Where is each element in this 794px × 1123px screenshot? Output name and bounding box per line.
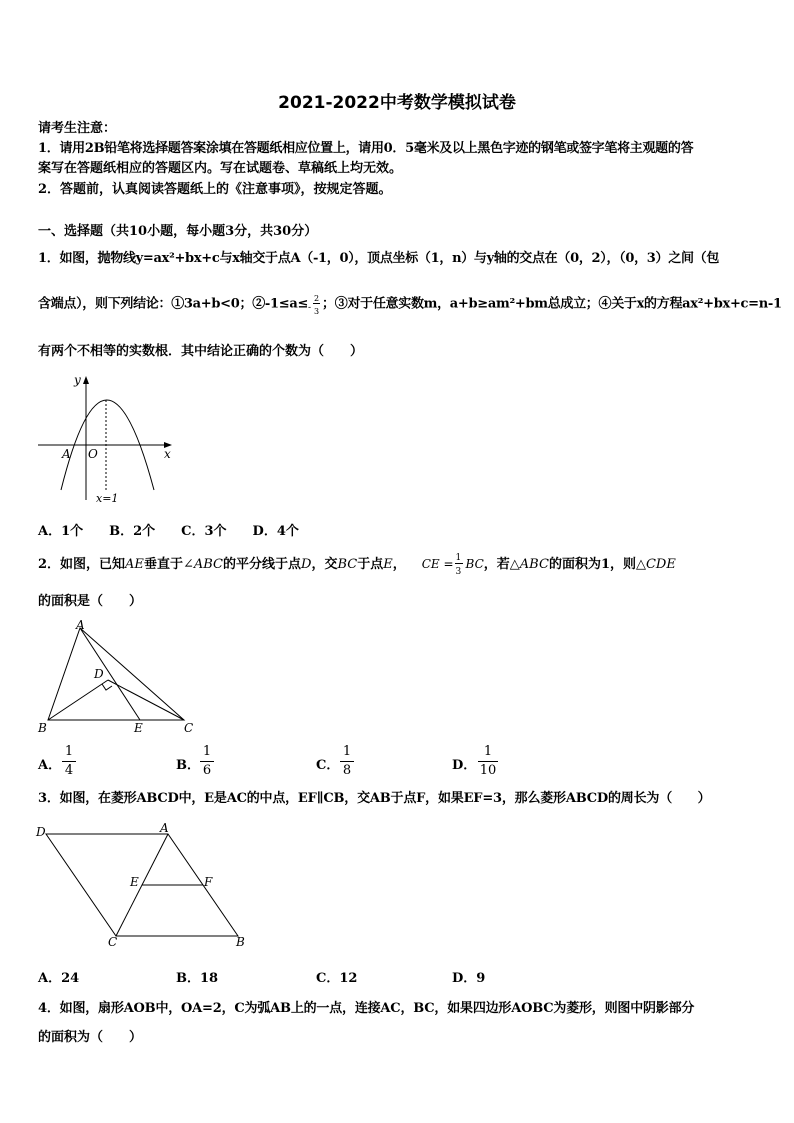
point-d-label: D xyxy=(94,667,104,681)
axis-of-symmetry-label: x=1 xyxy=(96,492,119,505)
point-e-label: E xyxy=(134,721,143,735)
q1-line-2a: 含端点），则下列结论：①3a+b<0；②-1≤a≤ xyxy=(38,296,309,312)
q2-text-7: ，若 xyxy=(483,557,510,572)
page-title: 2021-2022中考数学模拟试卷 xyxy=(278,93,516,113)
q2-text-6: ， xyxy=(392,557,406,572)
q2-fraction: $\frac{1}{3}$ xyxy=(455,552,462,577)
q1-line-2b: ；③对于任意实数m，a+b≥am²+bm总成立；④关于x的方程ax²+bx+c=n-1 xyxy=(322,296,782,312)
q2-option-d-value: 1 10 xyxy=(479,744,497,778)
point-a-label: A xyxy=(160,821,169,835)
q2-point-e: E xyxy=(383,557,393,572)
q3-option-c: C．12 xyxy=(316,971,358,986)
q1-options: A．1个 B．2个 C．3个 D．4个 xyxy=(38,524,299,539)
q2-option-a-label: A． xyxy=(38,758,62,773)
q2-line-1 xyxy=(38,552,676,577)
q2-segment-ae: AE xyxy=(125,557,144,572)
notice-line-1b: 案写在答题纸相应的答题区内。写在试题卷、草稿纸上均无效。 xyxy=(38,161,403,176)
q3-line-1: 3．如图，在菱形ABCD中，E是AC的中点，EF∥CB，交AB于点F，如果EF=3，那么菱形ABCD的周长为（ ） xyxy=(38,791,711,806)
q4-line-1: 4．如图，扇形AOB中，OA=2，C为弧AB上的一点，连接AC，BC，如果四边形AOBC为菱形，则图中阴影部分 xyxy=(38,1001,695,1016)
q2-text-8: 的面积为1，则 xyxy=(548,557,636,572)
q2-text-3: 的平分线于点 xyxy=(222,557,301,572)
point-c-label: C xyxy=(184,721,194,735)
q3-rhombus-figure xyxy=(34,820,254,950)
y-axis-label: y xyxy=(74,373,81,387)
notice-line-1a: 1．请用2B铅笔将选择题答案涂填在答题纸相应位置上，请用0．5毫米及以上黑色字迹的钢笔或签字笔将主观题的答 xyxy=(38,141,694,156)
q2-triangle-figure xyxy=(34,616,204,740)
q2-text-4: ，交 xyxy=(311,557,338,572)
point-a-label: A xyxy=(76,618,85,632)
point-c-label: C xyxy=(108,935,118,949)
q2-text-5: 于点 xyxy=(357,557,384,572)
point-e-label: E xyxy=(130,875,139,889)
q2-triangle-abc: △ABC xyxy=(509,557,549,572)
q2-segment-bc-2: BC xyxy=(465,557,484,571)
q1-fraction: - 2 3 xyxy=(308,294,319,316)
point-f-label: F xyxy=(204,875,213,889)
q2-option-b-value: 1 6 xyxy=(200,744,214,779)
point-b-label: B xyxy=(38,721,47,735)
q1-line-2 xyxy=(38,294,782,316)
q3-option-a: A．24 xyxy=(38,971,80,986)
q1-line-1: 1．如图，抛物线y=ax²+bx+c与x轴交于点A（-1，0），顶点坐标（1，n）与y轴的交点在（0，2），（0，3）之间（包 xyxy=(38,251,720,266)
point-b-label: B xyxy=(236,935,245,949)
q4-line-2: 的面积为（ ） xyxy=(38,1030,143,1045)
point-d-label: D xyxy=(36,825,46,839)
q2-option-c-value: 1 8 xyxy=(340,744,354,779)
q2-option-b-label: B． xyxy=(176,758,200,773)
q2-option-c-label: C． xyxy=(316,758,340,773)
q2-ce-equals: CE = xyxy=(421,557,454,571)
notice-line-2: 2．答题前，认真阅读答题纸上的《注意事项》，按规定答题。 xyxy=(38,182,392,197)
notice-heading: 请考生注意： xyxy=(38,121,117,136)
q2-triangle-cde: △CDE xyxy=(635,557,676,572)
q2-text-2: 垂直于 xyxy=(143,557,183,572)
section-heading: 一、选择题（共10小题，每小题3分，共30分） xyxy=(38,224,318,239)
q2-segment-bc: BC xyxy=(337,557,358,572)
x-axis-label: x xyxy=(164,447,171,461)
q2-point-d: D xyxy=(301,557,312,572)
q2-angle-abc: ∠ABC xyxy=(182,557,223,572)
point-a-label: A xyxy=(62,447,71,461)
q2-text-1: 2．如图，已知 xyxy=(38,557,126,572)
origin-label: O xyxy=(88,447,98,461)
q2-option-d-label: D． xyxy=(452,758,477,773)
q3-option-b: B．18 xyxy=(176,971,219,986)
q3-option-d: D．9 xyxy=(452,971,486,986)
q2-options xyxy=(38,744,508,784)
q2-line-2: 的面积是（ ） xyxy=(38,594,143,609)
q1-parabola-figure xyxy=(36,370,176,505)
q2-option-a-value: 1 4 xyxy=(62,744,76,779)
q1-line-3: 有两个不相等的实数根．其中结论正确的个数为（ ） xyxy=(38,344,364,359)
